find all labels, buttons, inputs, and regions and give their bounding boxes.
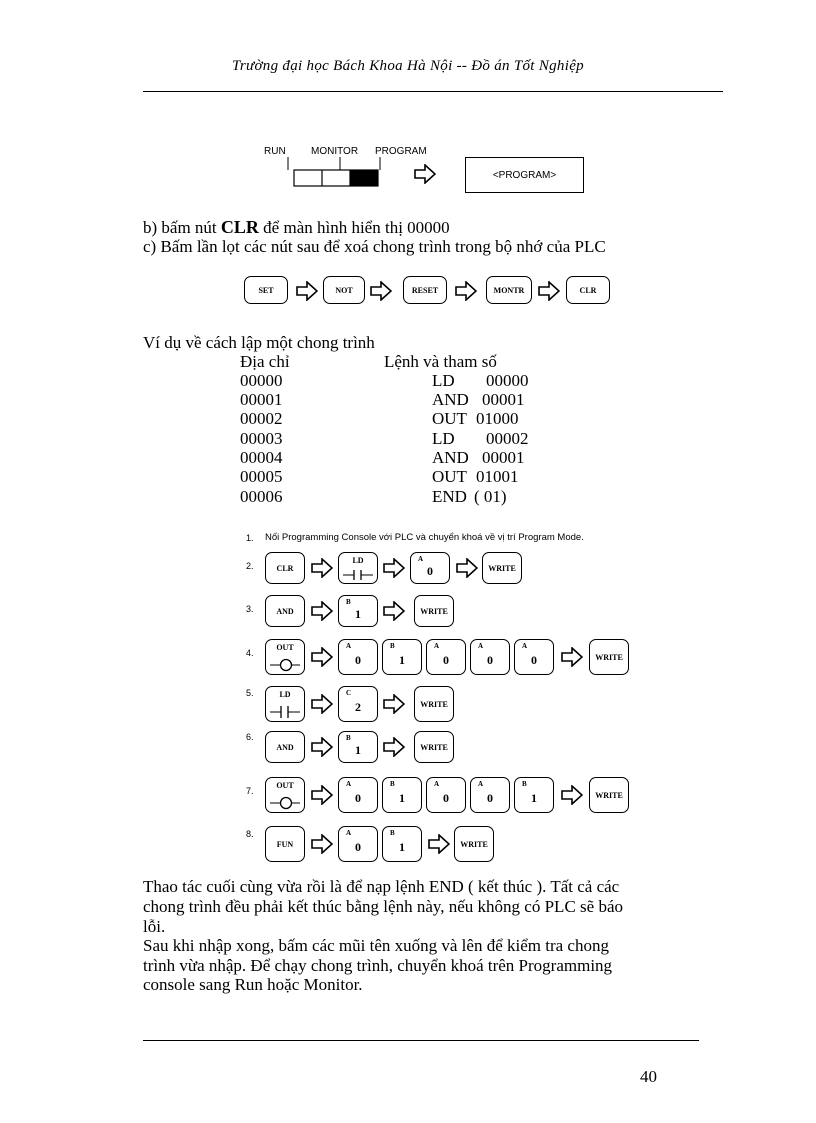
key-sup: A [478, 642, 484, 650]
write-key: WRITE [414, 686, 454, 722]
arrow-icon [383, 694, 405, 714]
digit-key [338, 731, 378, 763]
arrow-icon [455, 281, 477, 301]
arrow-icon [414, 164, 436, 184]
table-cell-address: 00000 [240, 371, 283, 390]
table-cell-address: 00002 [240, 409, 283, 428]
key-digit: 0 [355, 839, 361, 854]
table-cell-op: AND [432, 448, 469, 467]
digit-key [470, 639, 510, 675]
step-number: 1. [246, 533, 254, 543]
instruction-c: c) Bấm lần lọt các nút sau để xoá chong trình trong bộ nhớ của PLC [143, 237, 606, 256]
instruction-b: b) bấm nút CLR để màn hình hiển thị 00000 [143, 217, 450, 237]
digit-key [426, 777, 466, 813]
column-header-address: Địa chỉ [240, 352, 290, 371]
header-rule [143, 91, 723, 92]
key-sup: A [346, 642, 352, 650]
table-cell-op: OUT [432, 467, 467, 486]
key-sup: A [346, 829, 352, 837]
footer-rule [143, 1040, 699, 1041]
key-sup: B [522, 780, 527, 788]
write-key: WRITE [414, 595, 454, 627]
digit-key [514, 777, 554, 813]
arrow-icon [561, 647, 583, 667]
arrow-icon [311, 647, 333, 667]
key-digit: 1 [399, 790, 405, 805]
digit-key [382, 777, 422, 813]
key-sup: A [418, 555, 424, 563]
key-label: OUT [276, 781, 294, 790]
digit-key [338, 595, 378, 627]
step-number: 8. [246, 829, 254, 839]
contact-symbol-icon [343, 570, 373, 581]
table-cell-operand: 00001 [482, 448, 525, 467]
key-digit: 0 [355, 652, 361, 667]
digit-key [382, 639, 422, 675]
digit-key [410, 552, 450, 584]
table-cell-op: LD [432, 429, 455, 448]
arrow-icon [296, 281, 318, 301]
mode-label-program: PROGRAM [375, 146, 427, 157]
closing-paragraph-2: Sau khi nhập xong, bấm các mũi tên xuống và lên để kiểm tra chong [143, 936, 609, 955]
table-cell-address: 00006 [240, 487, 283, 506]
key-sup: B [390, 829, 395, 837]
arrow-icon [383, 737, 405, 757]
key-digit: 0 [443, 652, 449, 667]
arrow-icon [383, 558, 405, 578]
digit-key [338, 639, 378, 675]
arrow-icon [370, 281, 392, 301]
arrow-icon [311, 601, 333, 621]
page-number: 40 [640, 1067, 657, 1086]
set-key: SET [244, 276, 288, 304]
key-digit: 0 [443, 790, 449, 805]
step-number: 5. [246, 688, 254, 698]
table-cell-op: END [432, 487, 467, 506]
key-digit: 0 [355, 790, 361, 805]
table-cell-op: AND [432, 390, 469, 409]
mode-switch-diagram [270, 156, 390, 190]
arrow-icon [311, 737, 333, 757]
table-cell-operand: 00000 [486, 371, 529, 390]
key-digit: 1 [355, 742, 361, 757]
closing-paragraph-1: chong trình đều phải kết thúc bằng lệnh này, nếu không có PLC sẽ báo [143, 897, 623, 916]
step-number: 3. [246, 604, 254, 614]
key-sup: A [434, 780, 440, 788]
out-key [265, 639, 305, 675]
arrow-icon [428, 834, 450, 854]
digit-key [514, 639, 554, 675]
arrow-icon [561, 785, 583, 805]
column-header-instruction: Lệnh và tham số [384, 352, 497, 371]
key-sup: B [390, 642, 395, 650]
closing-paragraph-2: console sang Run hoặc Monitor. [143, 975, 363, 994]
arrow-icon [311, 785, 333, 805]
key-sup: B [346, 598, 351, 606]
key-digit: 2 [355, 699, 361, 714]
table-cell-address: 00003 [240, 429, 283, 448]
table-cell-operand: ( 01) [474, 487, 507, 506]
digit-key [338, 777, 378, 813]
coil-symbol-icon [270, 658, 300, 672]
write-key: WRITE [589, 639, 629, 675]
key-sup: A [434, 642, 440, 650]
and-key: AND [265, 731, 305, 763]
arrow-icon [456, 558, 478, 578]
write-key: WRITE [482, 552, 522, 584]
montr-key: MONTR [486, 276, 532, 304]
table-cell-operand: 01000 [476, 409, 519, 428]
digit-key [426, 639, 466, 675]
key-label: OUT [276, 643, 294, 652]
digit-key [470, 777, 510, 813]
digit-key [338, 826, 378, 862]
key-sup: A [346, 780, 352, 788]
key-digit: 1 [531, 790, 537, 805]
key-digit: 0 [487, 790, 493, 805]
clr-key: CLR [265, 552, 305, 584]
key-sup: B [390, 780, 395, 788]
key-label: LD [352, 556, 364, 565]
key-digit: 0 [531, 652, 537, 667]
example-title: Ví dụ về cách lập một chong trình [143, 333, 375, 352]
key-digit: 1 [399, 652, 405, 667]
step-1-text: Nối Programming Console với PLC và chuyển khoá về vị trí Program Mode. [265, 532, 584, 543]
step-number: 7. [246, 786, 254, 796]
not-key: NOT [323, 276, 365, 304]
digit-key [382, 826, 422, 862]
table-cell-address: 00004 [240, 448, 283, 467]
page-header: Trường đại học Bách Khoa Hà Nội -- Đồ án Tốt Nghiệp [232, 58, 584, 74]
table-cell-address: 00001 [240, 390, 283, 409]
closing-paragraph-1: Thao tác cuối cùng vừa rồi là để nạp lệnh END ( kết thúc ). Tất cả các [143, 877, 620, 896]
table-cell-address: 00005 [240, 467, 283, 486]
table-cell-op: LD [432, 371, 455, 390]
key-sup: A [478, 780, 484, 788]
fun-key: FUN [265, 826, 305, 862]
step-number: 2. [246, 561, 254, 571]
step-number: 6. [246, 732, 254, 742]
write-key: WRITE [414, 731, 454, 763]
out-key [265, 777, 305, 813]
table-cell-operand: 00001 [482, 390, 525, 409]
key-sup: B [346, 734, 351, 742]
and-key: AND [265, 595, 305, 627]
write-key: WRITE [589, 777, 629, 813]
arrow-icon [311, 694, 333, 714]
write-key: WRITE [454, 826, 494, 862]
key-digit: 0 [487, 652, 493, 667]
digit-key [338, 686, 378, 722]
closing-paragraph-2: trình vừa nhập. Để chạy chong trình, chuyển khoá trên Programming [143, 956, 613, 975]
arrow-icon [383, 601, 405, 621]
arrow-icon [311, 558, 333, 578]
contact-symbol-icon [270, 706, 300, 718]
clr-key: CLR [566, 276, 610, 304]
mode-label-monitor: MONITOR [311, 146, 359, 157]
arrow-icon [538, 281, 560, 301]
key-digit: 1 [355, 606, 361, 621]
table-cell-op: OUT [432, 409, 467, 428]
key-digit: 0 [427, 563, 433, 578]
table-cell-operand: 00002 [486, 429, 529, 448]
key-label: LD [279, 690, 291, 699]
ld-key [338, 552, 378, 584]
reset-key: RESET [403, 276, 447, 304]
key-sup: A [522, 642, 528, 650]
key-digit: 1 [399, 839, 405, 854]
coil-symbol-icon [270, 796, 300, 810]
step-number: 4. [246, 648, 254, 658]
ld-key [265, 686, 305, 722]
mode-label-run: RUN [264, 146, 286, 157]
display-box: <PROGRAM> [465, 157, 584, 193]
table-cell-operand: 01001 [476, 467, 519, 486]
arrow-icon [311, 834, 333, 854]
key-sup: C [346, 689, 352, 697]
closing-paragraph-1: lỗi. [143, 917, 166, 936]
